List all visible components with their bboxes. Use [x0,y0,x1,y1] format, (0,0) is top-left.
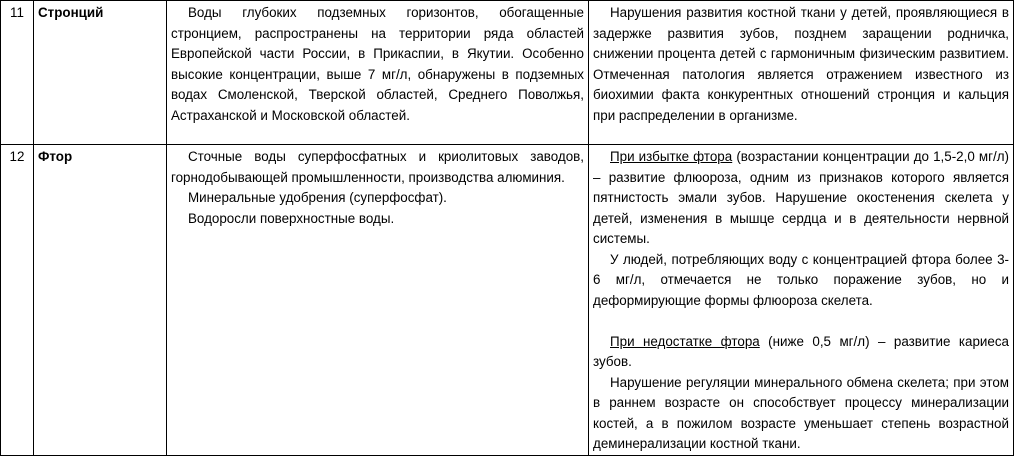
excess-label: При избытке фтора [610,149,733,164]
effects-text: Нарушения развития костной ткани у детей, проявляющиеся в задержке развития зубов, позднем заращении родничка, снижении процента детей с гармоничным физическим развитием. Отмеченная патология является отражением известного из биохимии факта конкурентных отношений стронция и кальция при распределении в организме. [593,5,1009,123]
row-number: 11 [1,1,34,145]
deficit-paragraph [593,332,1009,373]
deficit-label: При недостатке фтора [610,333,760,349]
table-row [1,145,1014,456]
excess-text: (возрастании концентрации до 1,5-2,0 мг/л) – развитие флюороза, одним из признаков которого является пятнистость эмали зубов. Нарушение окостенения скелета у детей, изменения в мышце сердца и в деятельности нервной системы. [593,149,1009,246]
excess-paragraph [593,147,1009,250]
deficit-text: (ниже 0,5 мг/л) – развитие кариеса зубов. [593,333,1009,369]
effects-cell [589,145,1014,456]
sources-text: Минеральные удобрения (суперфосфат). [188,190,447,205]
row-number: 12 [1,145,34,456]
sources-cell [167,145,589,456]
sources-text: Воды глубоких подземных горизонтов, обогащенные стронцием, распространены на территории ряда областей Европейской части России, в Прикаспии, в Якутии. Особенно высокие концентрации, выше 7 мг/л, обнаружены в подземных водах Смоленской, Тверской областей, Среднего Поволжья, Астраханской и Московской областей. [171,5,584,123]
table-row [1,1,1014,145]
sources-text: Сточные воды суперфосфатных и криолитовых заводов, горнодобывающей промышленности, производства алюминия. [171,149,584,185]
element-name: Фтор [34,145,167,456]
effects-cell [589,1,1014,145]
element-name: Стронций [34,1,167,145]
paragraph-gap [593,311,1009,332]
deficit-more-text: Нарушение регуляции минерального обмена скелета; при этом в раннем возрасте он способствует процессу минерализации костей, а в пожилом возрасте уменьшает степень возрастной деминерализации костной ткани. [593,374,1009,451]
sources-text: Водоросли поверхностные воды. [188,210,395,226]
excess-more-text: У людей, потребляющих воду с концентрацией фтора более 3-6 мг/л, отмечается не только поражение зубов, но и деформирующие формы флюороза скелета. [593,251,1009,308]
sources-cell [167,1,589,145]
